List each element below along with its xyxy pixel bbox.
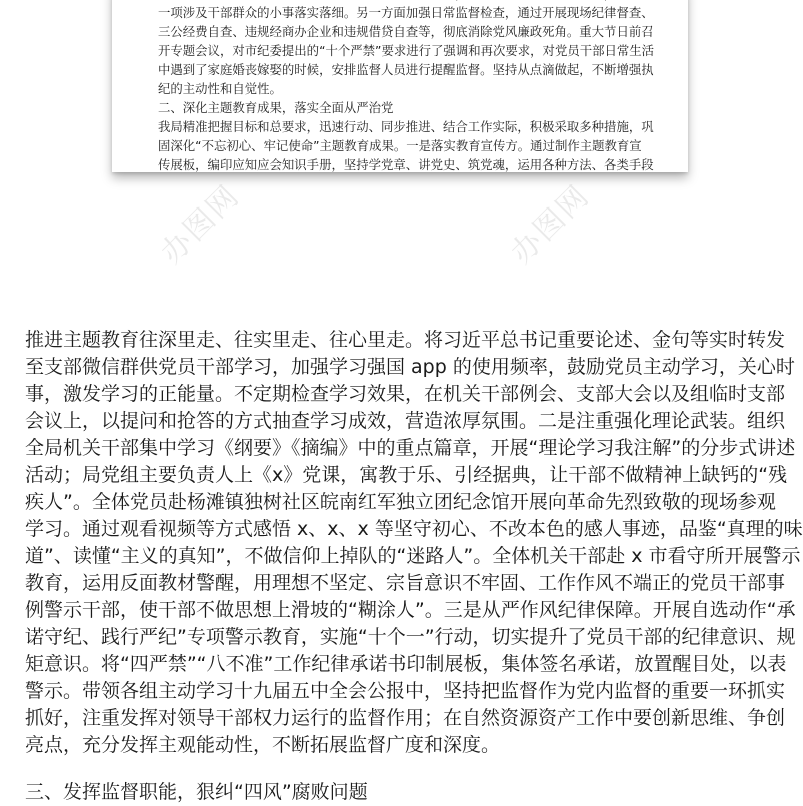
document-preview-area [0, 0, 800, 300]
body-line: 推进主题教育往深里走、往实里走、往心里走。将习近平总书记重要论述、金句等实时转发 [25, 329, 786, 351]
preview-line: 三公经费自查、违规经商办企业和违规借贷自查等，彻底消除党风廉政死角。重大节日前召 [158, 24, 654, 39]
body-line: 活动；局党组主要负责人上《x》党课，寓教于乐、引经据典，让干部不做精神上缺钙的“残 [25, 464, 788, 486]
body-line: 抓好，注重发挥对领导干部权力运行的监督作用；在自然资源资产工作中要创新思维、争创 [25, 707, 786, 729]
body-line: 全局机关干部集中学习《纲要》《摘编》中的重点篇章，开展“理论学习我注解”的分步式讲述 [25, 437, 796, 459]
body-line: 至支部微信群供党员干部学习，加强学习强国 app 的使用频率，鼓励党员主动学习，关心时 [25, 356, 795, 378]
body-line: 疾人”。全体党员赴杨滩镇独树社区皖南红军独立团纪念馆开展向革命先烈致敬的现场参观 [25, 491, 776, 513]
body-line: 学习。通过观看视频等方式感悟 x、x、x 等坚守初心、不改本色的感人事迹，品鉴“真理的味 [25, 518, 803, 540]
body-line: 警示。带领各组主动学习十九届五中全会公报中，坚持把监督作为党内监督的重要一环抓实 [25, 680, 786, 702]
preview-line: 纪的主动性和自觉性。 [158, 81, 282, 96]
preview-heading: 二、深化主题教育成果，落实全面从严治党 [158, 100, 394, 115]
watermark: 办图网 [154, 178, 247, 271]
watermark: 办图网 [504, 178, 597, 271]
preview-line: 我局精准把握目标和总要求，迅速行动、同步推进、结合工作实际，积极采取多种措施，巩 [158, 119, 654, 134]
preview-line: 固深化“不忘初心、牢记使命”主题教育成果。一是落实教育宣传方。通过制作主题教育宣 [158, 138, 642, 153]
body-line: 例警示干部，使干部不做思想上滑坡的“糊涂人”。三是从严作风纪律保障。开展自选动作“承 [25, 599, 796, 621]
body-line: 会议上，以提问和抢答的方式抽查学习成效，营造浓厚氛围。二是注重强化理论武装。组织 [25, 410, 786, 432]
body-line: 事，激发学习的正能量。不定期检查学习效果，在机关干部例会、支部大会以及组临时支部 [25, 383, 786, 405]
document-preview-card [112, 0, 688, 172]
preview-line: 一项涉及干部群众的小事落实落细。另一方面加强日常监督检查，通过开展现场纪律督查、 [158, 5, 654, 20]
body-line: 矩意识。将“四严禁”“八不准”工作纪律承诺书印制展板，集体签名承诺，放置醒目处，以表 [25, 653, 787, 675]
body-line: 诺守纪、践行严纪”专项警示教育，实施“十个一”行动，切实提升了党员干部的纪律意识、规 [25, 626, 796, 648]
body-line: 亮点，充分发挥主观能动性，不断拓展监督广度和深度。 [25, 734, 501, 756]
preview-line: 开专题会议，对市纪委提出的“十个严禁”要求进行了强调和再次要求，对党员干部日常生活 [158, 43, 655, 58]
body-line: 教育，运用反面教材警醒，用理想不坚定、宗旨意识不牢固、工作作风不端正的党员干部事 [25, 572, 786, 594]
body-line: 道”、读懂“主义的真知”，不做信仰上掉队的“迷路人”。全体机关干部赴 x 市看守所开展警示 [25, 545, 801, 567]
preview-line: 中遇到了家庭婚丧嫁娶的时候，安排监督人员进行提醒监督。坚持从点滴做起，不断增强执 [158, 62, 654, 77]
preview-line: 传展板，编印应知应会知识手册，坚持学党章、讲党史、筑党魂，运用各种方法、各类手段 [158, 157, 654, 172]
section-heading: 三、发挥监督职能，狠纠“四风”腐败问题 [25, 781, 368, 803]
